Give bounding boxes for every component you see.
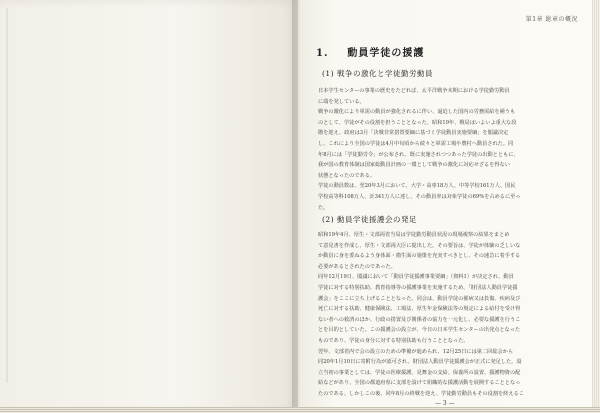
body-line: ない者への救済のほか、行政の措置及び関係者の協力を一元化し、必要な援護を行うこ bbox=[318, 316, 521, 323]
body-line: 学徒の動員数は、翌20年3月において、大学・高専18万人、中等学校161万人、国民 bbox=[318, 183, 516, 190]
body-line: 立当初の事業としては、学徒の医療援護、見舞金の支給、保養所の設置、援護物資の配 bbox=[318, 369, 521, 376]
body-line: 必要があるとされたのであった。 bbox=[318, 263, 396, 270]
subsection-heading-1: (1) 戦争の激化と学徒勤労動員 bbox=[322, 69, 434, 78]
body-line: 同20年1月10日に寄附行為が認可され、財団法人動員学徒援護会が正式に発足した。設 bbox=[318, 359, 522, 366]
body-line: に端を発している。 bbox=[318, 98, 365, 105]
body-line: 戦争の激化により軍需の動員が強化されるに伴い、逼迫した国内の労務需給を補うも bbox=[318, 109, 516, 116]
body-line: 死亡に対する扶助、健康保険法、工場法、厚生年金保険法等の規定による給付を受け得 bbox=[318, 306, 521, 313]
body-line: 学校高等科108万人、計341万人に達し、その動員率は対象学徒の69%を占めるに至っ bbox=[318, 193, 521, 200]
subsection-heading-2: (2) 動員学徒援護会の発足 bbox=[322, 215, 418, 224]
body-line: 同年12月19日、閣議において「動員学徒援護事業要綱」（資料1）が決定され、動員 bbox=[318, 274, 514, 281]
running-header: 第1章 総章の概況 bbox=[525, 16, 578, 23]
body-line: 護会」をここに立ち上げることとなった。同会は、動員学徒の罹病又は負傷、疾病及び bbox=[318, 295, 521, 302]
section-number: 1. bbox=[316, 48, 329, 59]
body-line: のとして、学徒がその役割を担うこととなった。昭和19年、戦局はいよいよ重大な段 bbox=[318, 119, 517, 126]
body-line: 年8月には「学徒勤労令」が公布され、既に実施されつつあった学徒の出動とともに、 bbox=[318, 151, 519, 158]
body-line: 日本学生センターの事業の歴史をたどれば、太平洋戦争末期における学徒勤労動員 bbox=[318, 88, 510, 94]
body-line: 学徒に対する特別扶助、教育指導等の援護事業を実施するため、「財団法人動員学徒援 bbox=[318, 284, 518, 291]
body-line: 昭和19年4月、厚生・文部両省当局は学徒勤労動員状況の現場視察の結果をまとめ bbox=[318, 232, 510, 238]
body-line: た。 bbox=[318, 204, 329, 211]
body-line: 階を迎え、政府は3月「決戦非常措置要綱に基づく学徒動員実施要綱」を閣議決定 bbox=[318, 130, 509, 137]
body-line: 状態となったのである。 bbox=[318, 172, 376, 179]
body-line: 翌年、文部省内で会の設立のための準備が進められ、12月25日には第二回総会から bbox=[318, 348, 514, 355]
subsection-body-2 bbox=[318, 230, 580, 400]
body-line: ものであり、学徒の身分に対する特別扶助も行うこととなった。 bbox=[318, 337, 469, 344]
body-line: 給などがあり、全国の都道府県に支部を設けて組織的な援護活動を展開することとなっ bbox=[318, 380, 521, 387]
body-line: て意見書を作成し、厚生・文部両大臣に提出した。その要旨は、学徒が体験の乏しいな bbox=[318, 242, 521, 249]
section-title-text: 動員学徒の援護 bbox=[347, 48, 425, 59]
left-page bbox=[0, 0, 298, 413]
body-line: し、これにより全国の学徒は4月中旬頃から続々と軍需工場や農村へ動員された。同 bbox=[318, 140, 514, 147]
body-line: か動員に身を委ねるよう身体面・衛生面の施策を充実すべきとし、その速急に着手する bbox=[318, 253, 521, 260]
section-title bbox=[316, 44, 424, 59]
body-line: 我が国の教育体制は国家総動員計画の一環として戦争の激化に対応せざるを得ない bbox=[318, 162, 510, 169]
page-number: — 3 — bbox=[435, 400, 455, 407]
body-line: とを目的としていた。この援護会の設立が、今日の日本学生センターの出発点となった bbox=[318, 327, 521, 334]
bottom-page-edges bbox=[0, 407, 600, 413]
body-line: たのである。しかしこの後、同年8月の終戦を迎え、学徒勤労動員もその役割を終えるこ bbox=[318, 390, 524, 397]
page-edges bbox=[592, 0, 600, 413]
subsection-body-1 bbox=[318, 86, 580, 213]
